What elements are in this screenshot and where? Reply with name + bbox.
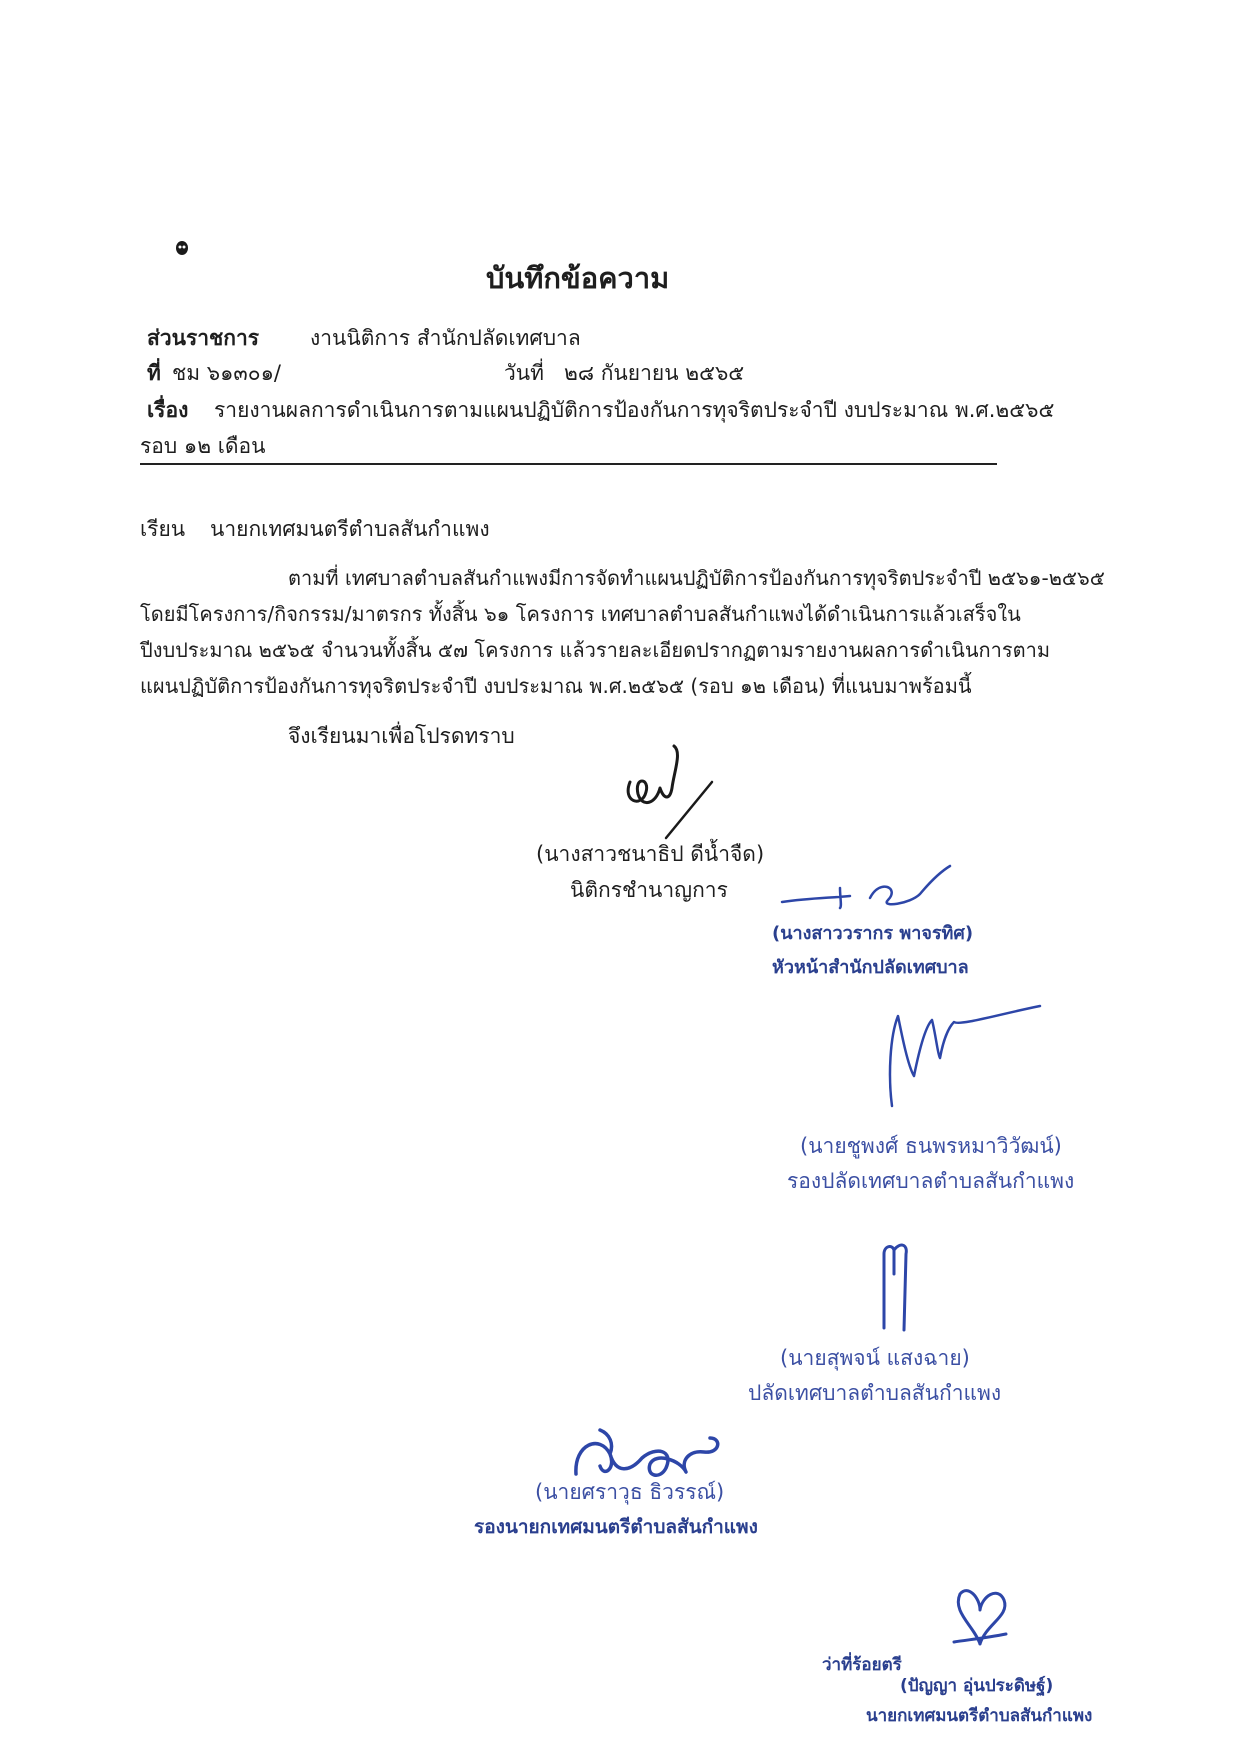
date-label: วันที่ [504,361,544,385]
signatory-4-name: (นายสุพจน์ แสงฉาย) [780,1346,970,1370]
signatory-5-position: รองนายกเทศมนตรีตำบลสันกำแพง [474,1516,758,1538]
signatory-3-position: รองปลัดเทศบาลตำบลสันกำแพง [787,1169,1075,1193]
signatory-4-position: ปลัดเทศบาลตำบลสันกำแพง [748,1381,1002,1405]
signature-3-icon [880,996,1050,1116]
paragraph-line: แผนปฏิบัติการป้องกันการทุจริตประจำปี งบประมาณ พ.ศ.๒๕๖๕ (รอบ ๑๒ เดือน) ที่แนบมาพร้อมนี้ [140,674,972,698]
ref-value: ชม ๖๑๓๐๑/ [172,361,282,385]
signatory-6-position: นายกเทศมนตรีตำบลสันกำแพง [866,1706,1093,1726]
closing-text: จึงเรียนมาเพื่อโปรดทราบ [288,724,515,748]
signature-4-icon [870,1234,920,1334]
memo-title: บันทึกข้อความ [486,261,670,295]
signature-6-icon [946,1582,1016,1652]
signature-1-icon [612,742,722,842]
signatory-3-name: (นายชูพงศ์ ธนพรหมาวิวัฒน์) [800,1134,1062,1158]
to-label: เรียน [140,517,186,541]
garuda-emblem-icon [140,226,224,314]
header-divider [140,463,997,465]
paragraph-line: โดยมีโครงการ/กิจกรรม/มาตรกร ทั้งสิ้น ๖๑ โครงการ เทศบาลตำบลสันกำแพงได้ดำเนินการแล้วเสร็จใน [140,602,1021,626]
section-value: งานนิติการ สำนักปลัดเทศบาล [310,326,581,350]
to-value: นายกเทศมนตรีตำบลสันกำแพง [210,517,490,541]
signatory-6-note: ว่าที่ร้อยตรี [822,1655,902,1675]
signatory-5-name: (นายศราวุธ ธิวรรณ์) [535,1480,725,1504]
ref-label: ที่ [147,361,161,385]
signatory-2-position: หัวหน้าสำนักปลัดเทศบาล [772,957,969,978]
paragraph-line: ตามที่ เทศบาลตำบลสันกำแพงมีการจัดทำแผนปฏิบัติการป้องกันการทุจริตประจำปี ๒๕๖๑-๒๕๖๕ [288,566,1105,590]
signatory-1-name: (นางสาวชนาธิป ดีน้ำจืด) [536,842,765,866]
signatory-2-name: (นางสาววรากร พาจรทิศ) [772,923,974,944]
subject-line-1: รายงานผลการดำเนินการตามแผนปฏิบัติการป้องกันการทุจริตประจำปี งบประมาณ พ.ศ.๒๕๖๕ [214,398,1055,422]
subject-line-2: รอบ ๑๒ เดือน [140,434,266,458]
section-label: ส่วนราชการ [147,326,260,350]
signature-2-icon [780,858,960,918]
signatory-6-name: (ปัญญา อุ่นประดิษฐ์) [900,1676,1054,1696]
subject-label: เรื่อง [147,398,189,422]
paragraph-line: ปีงบประมาณ ๒๕๖๕ จำนวนทั้งสิ้น ๕๗ โครงการ แล้วรายละเอียดปรากฏตามรายงานผลการดำเนินการตาม [140,638,1051,662]
body-paragraph [140,560,1105,704]
date-value: ๒๘ กันยายน ๒๕๖๕ [564,361,745,385]
signatory-1-position: นิติกรชำนาญการ [570,878,728,902]
